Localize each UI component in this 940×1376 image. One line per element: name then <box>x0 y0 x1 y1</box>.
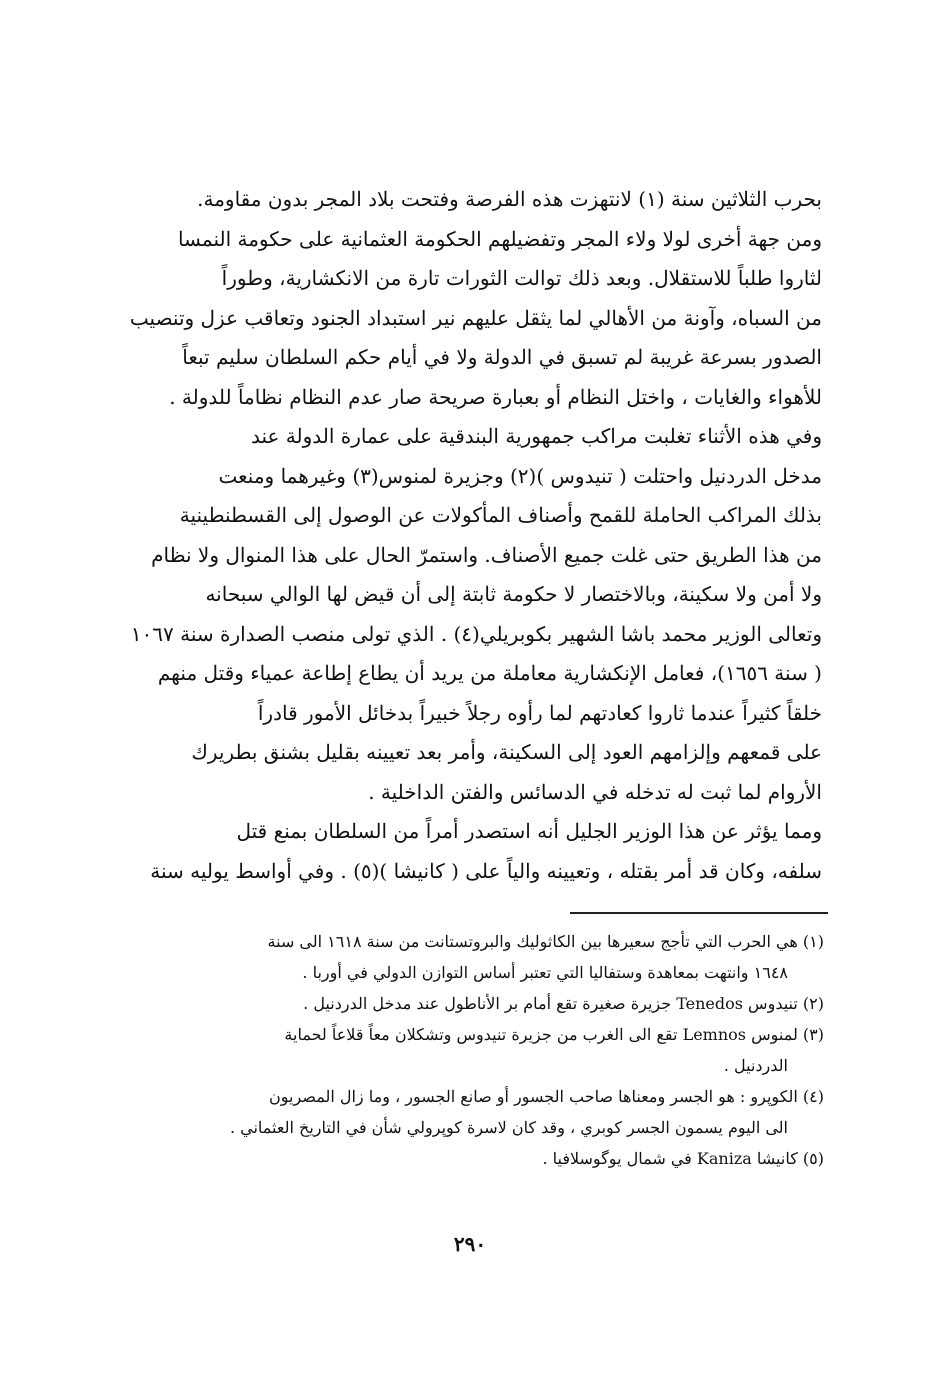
footnote-3: (٣) لمنوس Lemnos تقع الى الغرب من جزيرة تنيدوس وتشكلان معاً قلاعاً لحماية <box>284 1025 824 1044</box>
footnote-1-continuation: ١٦٤٨ وانتهت بمعاهدة وستفاليا التي تعتبر أساس التوازن الدولي في أوربا . <box>302 963 788 982</box>
text-line: وتعالى الوزير محمد باشا الشهير بكوبريلي(٤) . الذي تولى منصب الصدارة سنة ١٠٦٧ <box>130 621 822 646</box>
footnote-divider <box>570 912 828 914</box>
main-text <box>112 180 822 891</box>
text-line: ومما يؤثر عن هذا الوزير الجليل أنه استصدر أمراً من السلطان بمنع قتل <box>236 819 822 843</box>
text-line: من السباه، وآونة من الأهالي لما يثقل عليهم نير استبداد الجنود وتعاقب عزل وتنصيب <box>129 305 822 330</box>
page-number: ٢٩٠ <box>453 1232 487 1256</box>
text-line: خلقاً كثيراً عندما ثاروا كعادتهم لما رأوه رجلاً خبيراً بدخائل الأمور قادراً <box>257 700 822 725</box>
text-line: بحرب الثلاثين سنة (١) لانتهزت هذه الفرصة وفتحت بلاد المجر بدون مقاومة. <box>197 187 822 211</box>
text-line: ومن جهة أخرى لولا ولاء المجر وتفضيلهم الحكومة العثمانية على حكومة النمسا <box>177 226 822 251</box>
text-line: على قمعهم وإلزامهم العود إلى السكينة، وأمر بعد تعيينه بقليل بشنق بطريرك <box>191 740 822 764</box>
text-line: مدخل الدردنيل واحتلت ( تنيدوس )(٢) وجزيرة لمنوس(٣) وغيرهما ومنعت <box>218 463 822 488</box>
text-line: الصدور بسرعة غريبة لم تسبق في الدولة ولا في أيام حكم السلطان سليم تبعاً <box>182 345 822 369</box>
text-line: لثاروا طلباً للاستقلال. وبعد ذلك توالت الثورات تارة من الانكشارية، وطوراً <box>221 266 822 290</box>
footnote-4: (٤) الكوپرو : هو الجسر ومعناها صاحب الجسور أو صانع الجسور ، وما زال المصريون <box>269 1087 824 1106</box>
footnotes <box>112 926 824 1174</box>
text-line: للأهواء والغايات ، واختل النظام أو بعبارة صريحة صار عدم النظام نظاماً للدولة . <box>169 384 822 409</box>
text-line: وفي هذه الأثناء تغلبت مراكب جمهورية البندقية على عمارة الدولة عند <box>250 424 822 448</box>
text-line: بذلك المراكب الحاملة للقمح وأصناف المأكولات عن الوصول إلى القسطنطينية <box>179 503 822 527</box>
footnote-5: (٥) كانيشا Kaniza في شمال يوگوسلافيا . <box>542 1149 824 1168</box>
footnote-3-continuation: الدردنيل . <box>723 1056 788 1075</box>
footnote-1: (١) هي الحرب التي تأجج سعيرها بين الكاثوليك والبروتستانت من سنة ١٦١٨ الى سنة <box>267 932 824 951</box>
text-line: من هذا الطريق حتى غلت جميع الأصناف. واستمرّ الحال على هذا المنوال ولا نظام <box>151 542 822 567</box>
text-line: ولا أمن ولا سكينة، وبالاختصار لا حكومة ثابتة إلى أن قيض لها الوالي سبحانه <box>205 582 822 606</box>
text-line: الأروام لما ثبت له تدخله في الدسائس والفتن الداخلية . <box>368 779 822 804</box>
footnote-2: (٢) تنيدوس Tenedos جزيرة صغيرة تقع أمام بر الأناطول عند مدخل الدردنيل . <box>303 994 824 1013</box>
text-line: سلفه، وكان قد أمر بقتله ، وتعيينه والياً على ( كانيشا )(٥) . وفي أواسط يوليه سنة <box>150 858 822 883</box>
footnote-4-continuation: الى اليوم يسمون الجسر كوبري ، وقد كان لاسرة كوپرولي شأن في التاريخ العثماني . <box>229 1118 788 1137</box>
text-line: ( سنة ١٦٥٦)، فعامل الإنكشارية معاملة من يريد أن يطاع إطاعة عمياء وقتل منهم <box>157 661 822 685</box>
